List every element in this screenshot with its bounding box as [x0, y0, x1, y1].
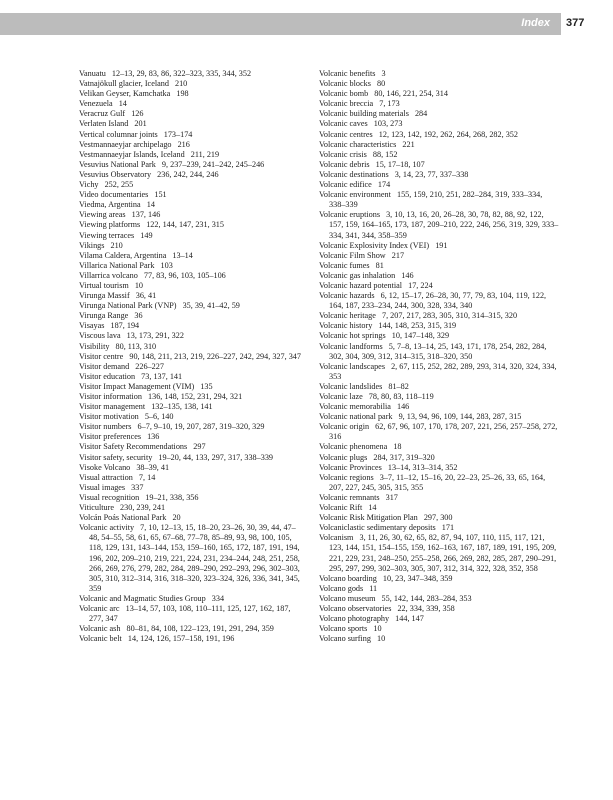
index-term: Volcanic and Magmatic Studies Group — [79, 593, 206, 603]
index-entry — [79, 503, 305, 513]
index-page-refs: 230, 239, 241 — [120, 503, 166, 513]
index-entry — [79, 331, 305, 341]
index-term: Volcanic hazard potential — [319, 280, 403, 290]
index-term: Volcanic history — [319, 321, 373, 331]
index-page-refs: 297, 300 — [423, 513, 453, 523]
index-page-refs: 13–14 — [172, 250, 193, 260]
index-page-refs: 36, 41 — [135, 291, 157, 301]
index-page-refs: 210 — [174, 79, 188, 89]
index-term: Volcanic plugs — [319, 452, 368, 462]
index-entry — [79, 473, 305, 483]
index-entry — [79, 453, 305, 463]
index-entry — [79, 422, 305, 432]
index-page-refs: 13–14, 313–314, 352 — [387, 462, 458, 472]
index-entry — [319, 311, 559, 321]
index-entry — [319, 604, 559, 614]
index-page-refs: 171 — [441, 523, 455, 533]
index-term: Visual images — [79, 482, 126, 492]
index-term: Volcano gods — [319, 583, 364, 593]
index-entry — [319, 210, 559, 240]
index-term: Volcanic debris — [319, 159, 370, 169]
header-band — [0, 13, 561, 35]
index-page-refs: 137, 146 — [131, 210, 161, 220]
index-term: Volcanism — [319, 533, 354, 543]
index-term: Volcano sports — [319, 624, 368, 634]
index-term: Volcano observatories — [319, 603, 392, 613]
index-term: Volcán Poás National Park — [79, 513, 167, 523]
index-term: Volcanic hot springs — [319, 331, 386, 341]
index-term: Volcanic edifice — [319, 180, 372, 190]
index-term: Visitor Safety Recommendations — [79, 442, 188, 452]
index-term: Vestmannaeyjar Islands, Iceland — [79, 149, 185, 159]
index-term: Volcano museum — [319, 593, 376, 603]
index-term: Venezuela — [79, 99, 113, 109]
index-entry — [79, 79, 305, 89]
index-term: Volcanic origin — [319, 422, 370, 432]
index-entry — [79, 231, 305, 241]
index-entry — [319, 442, 559, 452]
index-page-refs: 297 — [193, 442, 206, 452]
index-term: Volcanic arc — [79, 603, 120, 613]
index-term: Volcanic building materials — [319, 109, 409, 119]
index-page-refs: 20 — [172, 513, 181, 523]
index-page-refs: 2, 67, 115, 252, 282, 289, 293, 314, 320, 324, 334, 353 — [329, 361, 557, 381]
index-entry — [319, 463, 559, 473]
index-page-refs: 198 — [176, 89, 189, 99]
index-entry — [79, 432, 305, 442]
index-entry — [319, 150, 559, 160]
index-page-refs: 9, 13, 94, 96, 109, 144, 283, 287, 315 — [398, 412, 522, 422]
index-term: Viewing terraces — [79, 230, 135, 240]
index-term: Visibility — [79, 341, 110, 351]
index-page-refs: 146 — [396, 402, 410, 412]
index-page-refs: 80 — [376, 79, 386, 89]
index-entry — [319, 190, 559, 210]
index-entry — [319, 422, 559, 442]
index-term: Visitor preferences — [79, 432, 142, 442]
index-page-refs: 284, 317, 319–320 — [373, 452, 435, 462]
index-page-refs: 14 — [118, 99, 127, 109]
index-page-refs: 187, 194 — [110, 321, 140, 331]
index-page-refs: 19–21, 338, 356 — [145, 492, 199, 502]
index-page-refs: 81 — [375, 260, 384, 270]
index-entry — [79, 160, 305, 170]
index-term: Visitor demand — [79, 361, 130, 371]
index-page-refs: 13, 173, 291, 322 — [126, 331, 184, 341]
index-page-refs: 337 — [131, 482, 144, 492]
index-term: Viscous lava — [79, 331, 121, 341]
index-term: Vatnajökull glacier, Iceland — [79, 79, 169, 89]
index-entry — [79, 220, 305, 230]
index-entry — [79, 402, 305, 412]
index-page-refs: 81–82 — [388, 381, 409, 391]
index-page-refs: 146 — [401, 270, 414, 280]
index-term: Volcanic bomb — [319, 89, 369, 99]
index-term: Volcaniclastic sedimentary deposits — [319, 523, 436, 533]
index-term: Video documentaries — [79, 190, 149, 200]
index-term: Viewing platforms — [79, 220, 141, 230]
index-page-refs: 6, 12, 15–17, 26–28, 30, 77, 79, 83, 104, 119, 122, 164, 187, 233–234, 244, 300, 328, 334, 340 — [329, 291, 547, 311]
index-entry — [79, 382, 305, 392]
index-entry — [79, 634, 305, 644]
index-entry — [319, 453, 559, 463]
index-entry — [319, 382, 559, 392]
index-term: Volcanic national park — [319, 412, 393, 422]
index-column-right — [319, 69, 559, 644]
index-entry — [79, 291, 305, 301]
index-page-refs: 10, 23, 347–348, 359 — [382, 573, 453, 583]
index-term: Volcanic Rift — [319, 503, 363, 513]
index-term: Volcano photography — [319, 614, 390, 624]
index-entry — [319, 140, 559, 150]
index-page-refs: 80, 146, 221, 254, 314 — [374, 89, 448, 99]
index-page-refs: 77, 83, 96, 103, 105–106 — [143, 270, 226, 280]
index-entry — [79, 624, 305, 634]
index-page-refs: 3, 10, 13, 16, 20, 26–28, 30, 78, 82, 88, 92, 122, 157, 159, 164–165, 173, 187, 209–210, 222, 246, 256, 319, 329, 333–334, 341, 344, 358–359 — [329, 210, 559, 240]
index-entry — [79, 352, 305, 362]
index-term: Volcanic gas inhalation — [319, 270, 396, 280]
index-term: Virtual tourism — [79, 280, 129, 290]
index-page-refs: 80–81, 84, 108, 122–123, 191, 291, 294, 359 — [126, 624, 274, 634]
index-term: Volcanic Provinces — [319, 462, 382, 472]
index-entry — [319, 291, 559, 311]
index-entry — [319, 624, 559, 634]
index-entry — [79, 261, 305, 271]
index-entry — [319, 342, 559, 362]
index-entry — [79, 271, 305, 281]
index-entry — [79, 604, 305, 624]
index-term: Viewing areas — [79, 210, 126, 220]
index-term: Volcanic Film Show — [319, 250, 386, 260]
index-entry — [79, 311, 305, 321]
index-term: Vestmannaeyjar archipelago — [79, 139, 172, 149]
index-entry — [79, 594, 305, 604]
index-term: Volcanic laze — [319, 392, 363, 401]
index-entry — [319, 261, 559, 271]
index-entry — [319, 119, 559, 129]
index-term: Viticulture — [79, 503, 114, 513]
index-entry — [319, 69, 559, 79]
index-term: Visitor safety, security — [79, 452, 153, 462]
index-term: Volcanic centres — [319, 129, 373, 139]
index-page-refs: 10 — [376, 634, 386, 644]
index-term: Volcanic blocks — [319, 79, 371, 89]
index-term: Visitor Impact Management (VIM) — [79, 381, 195, 391]
index-page-refs: 126 — [131, 109, 144, 119]
index-term: Volcanic landforms — [319, 341, 383, 351]
index-page-refs: 14 — [146, 200, 155, 210]
index-entry — [79, 140, 305, 150]
index-page-refs: 10 — [373, 624, 382, 634]
index-page-refs: 151 — [154, 190, 167, 200]
index-entry — [79, 99, 305, 109]
index-page-refs: 73, 137, 141 — [141, 371, 183, 381]
index-page-refs: 136, 148, 152, 231, 294, 321 — [148, 392, 243, 401]
index-term: Visayas — [79, 321, 105, 331]
index-entry — [79, 200, 305, 210]
index-entry — [319, 473, 559, 493]
index-page-refs: 55, 142, 144, 283–284, 353 — [381, 593, 472, 603]
index-entry — [319, 79, 559, 89]
index-page-refs: 12–13, 29, 83, 86, 322–323, 335, 344, 352 — [111, 69, 252, 78]
index-entry — [79, 210, 305, 220]
index-page-refs: 132–135, 138, 141 — [151, 402, 213, 412]
index-page-refs: 7, 173 — [379, 99, 400, 109]
index-page-refs: 173–174 — [163, 129, 193, 139]
index-term: Volcanic regions — [319, 472, 374, 482]
index-entry — [79, 392, 305, 402]
index-term: Volcanic crisis — [319, 149, 367, 159]
index-entry — [319, 513, 559, 523]
index-page-refs: 236, 242, 244, 246 — [157, 169, 219, 179]
index-term: Villarica National Park — [79, 260, 155, 270]
index-page-refs: 334 — [211, 593, 225, 603]
index-page-refs: 80, 113, 310 — [115, 341, 157, 351]
index-entry — [79, 412, 305, 422]
index-term: Volcanic phenomena — [319, 442, 388, 452]
index-entry — [79, 241, 305, 251]
index-term: Volcanic remnants — [319, 492, 380, 502]
index-term: Volcanic benefits — [319, 69, 376, 78]
index-entry — [319, 180, 559, 190]
index-entry — [319, 392, 559, 402]
index-entry — [319, 99, 559, 109]
section-title: Index — [521, 17, 550, 29]
index-entry — [319, 634, 559, 644]
index-term: Volcanic heritage — [319, 311, 376, 321]
index-entry — [79, 190, 305, 200]
index-page-refs: 10 — [134, 280, 143, 290]
index-entry — [319, 533, 559, 573]
index-entry — [79, 321, 305, 331]
index-page-refs: 226–227 — [135, 361, 164, 371]
index-entry — [79, 69, 305, 79]
index-page-refs: 3, 14, 23, 77, 337–338 — [394, 169, 469, 179]
index-entry — [79, 150, 305, 160]
index-entry — [79, 372, 305, 382]
index-page-refs: 78, 80, 83, 118–119 — [368, 392, 434, 401]
index-term: Volcano boarding — [319, 573, 377, 583]
index-page-refs: 103 — [160, 260, 173, 270]
index-page-refs: 122, 144, 147, 231, 315 — [146, 220, 224, 230]
index-page-refs: 174 — [377, 180, 391, 190]
index-term: Volcanic landslides — [319, 381, 383, 391]
index-page-refs: 7, 207, 217, 283, 305, 310, 314–315, 320 — [381, 311, 518, 321]
index-term: Visitor management — [79, 402, 146, 412]
index-page-refs: 88, 152 — [372, 149, 398, 159]
index-term: Visual recognition — [79, 492, 140, 502]
index-page-refs: 36 — [134, 311, 143, 321]
running-header — [0, 13, 613, 35]
page-number: 377 — [566, 17, 585, 29]
index-term: Visoke Volcano — [79, 462, 131, 472]
index-term: Volcano surfing — [319, 634, 371, 644]
index-entry — [79, 89, 305, 99]
index-entry — [319, 281, 559, 291]
index-term: Visual attraction — [79, 472, 133, 482]
index-entry — [79, 180, 305, 190]
index-entry — [319, 271, 559, 281]
index-page-refs: 7, 14 — [138, 472, 156, 482]
index-page-refs: 15, 17–18, 107 — [375, 159, 425, 169]
index-column-left — [79, 69, 305, 644]
index-entry — [79, 251, 305, 261]
index-entry — [79, 463, 305, 473]
index-page-refs: 11 — [369, 583, 378, 593]
index-entry — [319, 412, 559, 422]
index-entry — [319, 89, 559, 99]
index-page-refs: 317 — [385, 492, 398, 502]
index-term: Veracruz Gulf — [79, 109, 126, 119]
index-term: Vesuvius National Park — [79, 159, 156, 169]
index-term: Volcanic caves — [319, 119, 368, 129]
index-entry — [319, 170, 559, 180]
index-page-refs: 221 — [402, 139, 415, 149]
index-page-refs: 211, 219 — [190, 149, 220, 159]
index-entry — [79, 119, 305, 129]
index-entry — [319, 109, 559, 119]
index-entry — [79, 342, 305, 352]
index-page-refs: 5, 7–8, 13–14, 25, 143, 171, 178, 254, 282, 284, 302, 304, 309, 312, 314–315, 318–320, 350 — [329, 341, 547, 361]
index-term: Velikan Geyser, Kamchatka — [79, 89, 171, 99]
index-term: Volcanic Explosivity Index (VEI) — [319, 240, 430, 250]
index-page-refs: 6–7, 9–10, 19, 207, 287, 319–320, 329 — [137, 422, 265, 432]
index-entry — [319, 241, 559, 251]
index-page-refs: 3 — [381, 69, 386, 78]
index-page-refs: 14, 124, 126, 157–158, 191, 196 — [127, 634, 235, 644]
index-entry — [79, 130, 305, 140]
index-entry — [319, 523, 559, 533]
index-entry — [79, 513, 305, 523]
index-entry — [79, 442, 305, 452]
index-entry — [79, 281, 305, 291]
index-page-refs: 103, 273 — [373, 119, 403, 129]
index-term: Virunga Range — [79, 311, 129, 321]
index-term: Vesuvius Observatory — [79, 169, 152, 179]
index-page-refs: 135 — [200, 381, 213, 391]
index-term: Visitor information — [79, 392, 142, 401]
index-page-refs: 35, 39, 41–42, 59 — [182, 301, 240, 311]
index-page-refs: 252, 255 — [104, 180, 134, 190]
index-entry — [319, 362, 559, 382]
index-term: Volcanic hazards — [319, 291, 375, 301]
index-term: Volcanic environment — [319, 190, 391, 200]
index-page-refs: 216 — [177, 139, 190, 149]
index-term: Visitor centre — [79, 351, 124, 361]
index-page-refs: 18 — [393, 442, 402, 452]
index-term: Volcanic Risk Mitigation Plan — [319, 513, 418, 523]
index-entry — [79, 362, 305, 372]
index-entry — [79, 493, 305, 503]
index-page-refs: 22, 334, 339, 358 — [397, 603, 455, 613]
index-page-refs: 144, 148, 253, 315, 319 — [378, 321, 457, 331]
index-term: Vertical columnar joints — [79, 129, 158, 139]
index-page-refs: 210 — [110, 240, 123, 250]
index-page-refs: 5–6, 140 — [144, 412, 174, 422]
index-page-refs: 9, 237–239, 241–242, 245–246 — [161, 159, 265, 169]
index-page-refs: 14 — [368, 503, 377, 513]
index-term: Volcanic ash — [79, 624, 121, 634]
index-page-refs: 12, 123, 142, 192, 262, 264, 268, 282, 352 — [378, 129, 518, 139]
index-term: Vanuatu — [79, 69, 106, 78]
index-entry — [79, 170, 305, 180]
index-page-refs: 149 — [140, 230, 153, 240]
index-page-refs: 10, 147–148, 329 — [391, 331, 450, 341]
index-term: Volcanic characteristics — [319, 139, 397, 149]
index-page-refs: 62, 67, 96, 107, 170, 178, 207, 221, 256, 257–258, 272, 316 — [329, 422, 558, 442]
index-page-refs: 3, 11, 26, 30, 62, 65, 82, 87, 94, 107, 110, 115, 117, 121, 123, 144, 151, 154–155, 159, 162–163, 167, 187, 189, 191, 195, 209, 221, 229, 231, 248–250, 255–258, 266, 269, 282, 285, 287, 290–291, 295, 297, 299, 302–303, 305, 307, 312, 314, 322, 328, 352, 358 — [329, 533, 557, 573]
index-term: Viedma, Argentina — [79, 200, 141, 210]
index-term: Volcanic destinations — [319, 169, 389, 179]
index-page-refs: 19–20, 44, 133, 297, 317, 338–339 — [158, 452, 273, 462]
index-entry — [319, 160, 559, 170]
index-page-refs: 38–39, 41 — [136, 462, 170, 472]
index-term: Vichy — [79, 180, 99, 190]
index-page-refs: 7, 10, 12–13, 15, 18–20, 23–26, 30, 39, 44, 47–48, 54–55, 58, 61, 65, 67–68, 77–78, 85–89, 93, 98, 100, 105, 118, 129, 131, 143–144, 153, 159–160, 165, 172, 187, 191, 194, 196, 202, 209–210, 219, 221, 224, 231, 234–244, 248, 251, 258, 266, 269, 276, 279, 282, 284, 289–290, 292–293, 296, 302–303, 305, 310, 312–314, 316, 318–320, 323–324, 326, 336, 341, 345, 359 — [89, 523, 300, 593]
index-page-refs: 136 — [147, 432, 160, 442]
index-page-refs: 144, 147 — [395, 614, 424, 624]
index-term: Vilama Caldera, Argentina — [79, 250, 167, 260]
index-term: Visitor numbers — [79, 422, 132, 432]
index-entry — [319, 574, 559, 584]
index-entry — [319, 251, 559, 261]
index-term: Volcanic belt — [79, 634, 122, 644]
index-entry — [319, 130, 559, 140]
index-term: Verlaten Island — [79, 119, 129, 129]
index-term: Vikings — [79, 240, 105, 250]
index-page-refs: 90, 148, 211, 213, 219, 226–227, 242, 294, 327, 347 — [129, 351, 301, 361]
index-page-refs: 217 — [391, 250, 405, 260]
index-term: Villarrica volcano — [79, 270, 138, 280]
index-page-refs: 155, 159, 210, 251, 282–284, 319, 333–334, 338–339 — [329, 190, 543, 210]
index-term: Visitor education — [79, 371, 136, 381]
index-entry — [79, 109, 305, 119]
index-page-refs: 17, 224 — [408, 280, 433, 290]
index-entry — [319, 614, 559, 624]
index-page-refs: 13–14, 57, 103, 108, 110–111, 125, 127, 162, 187, 277, 347 — [89, 603, 291, 624]
index-entry — [319, 402, 559, 412]
index-entry — [319, 594, 559, 604]
index-page-refs: 201 — [134, 119, 147, 129]
index-entry — [319, 321, 559, 331]
index-page-refs: 284 — [414, 109, 428, 119]
index-term: Volcanic eruptions — [319, 210, 381, 220]
index-term: Volcanic activity — [79, 523, 135, 533]
index-page-refs: 191 — [435, 240, 448, 250]
index-entry — [319, 584, 559, 594]
index-term: Volcanic memorabilia — [319, 402, 391, 412]
index-term: Virunga Massif — [79, 291, 130, 301]
index-entry — [79, 523, 305, 594]
index-entry — [79, 301, 305, 311]
index-term: Visitor motivation — [79, 412, 139, 422]
index-term: Volcanic landscapes — [319, 361, 386, 371]
index-entry — [319, 493, 559, 503]
index-page-refs: 3–7, 11–12, 15–16, 20, 22–23, 25–26, 33, 65, 164, 207, 227, 245, 305, 315, 355 — [329, 472, 546, 492]
index-term: Volcanic fumes — [319, 260, 370, 270]
index-term: Virunga National Park (VNP) — [79, 301, 177, 311]
index-entry — [319, 331, 559, 341]
index-entry — [319, 503, 559, 513]
index-entry — [79, 483, 305, 493]
index-term: Volcanic breccia — [319, 99, 374, 109]
